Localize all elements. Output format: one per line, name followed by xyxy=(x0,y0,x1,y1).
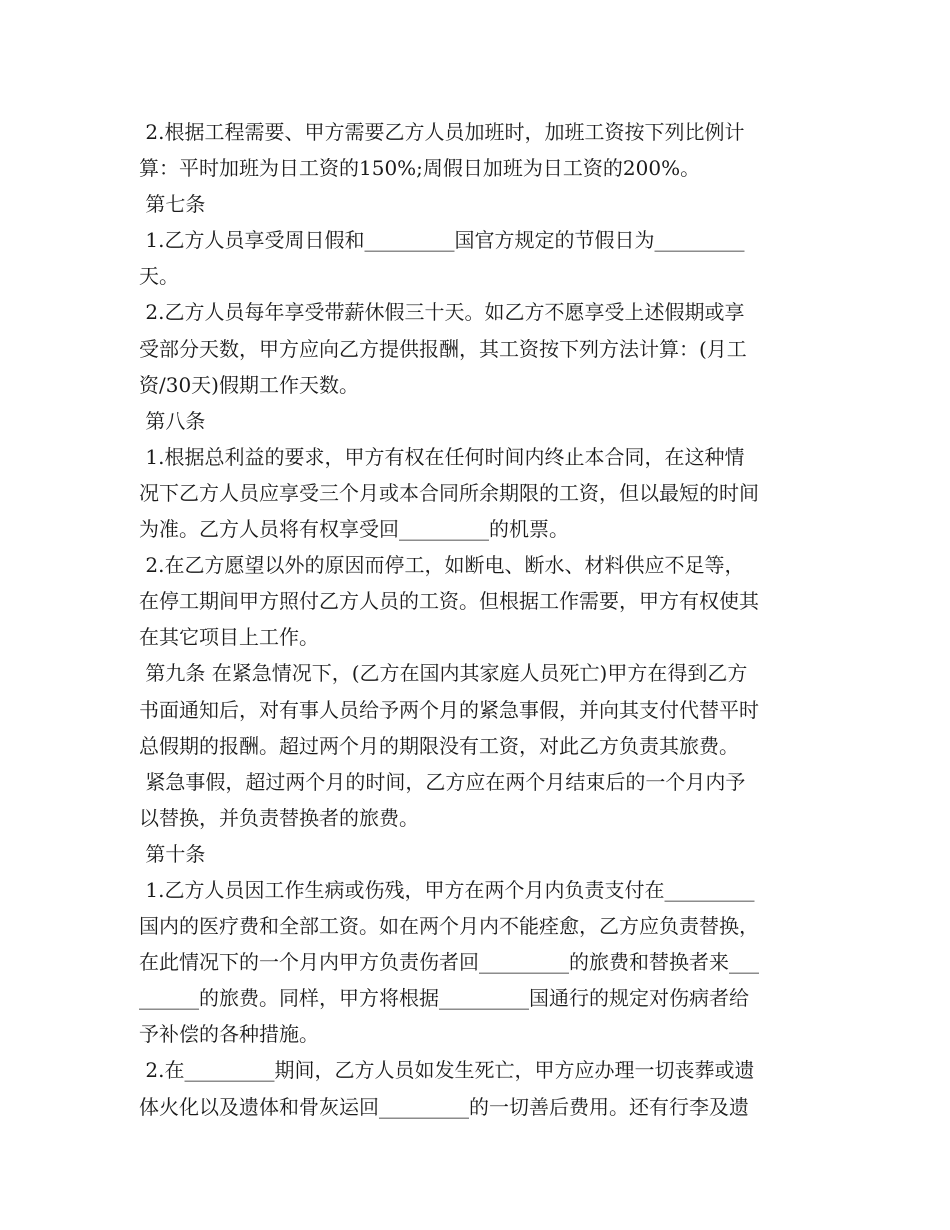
text-line: 总假期的报酬。超过两个月的期限没有工资，对此乙方负责其旅费。 xyxy=(139,733,739,758)
text-line: 2.在乙方愿望以外的原因而停工，如断电、断水、材料供应不足等， xyxy=(139,553,745,578)
section-heading: 第十条 xyxy=(139,841,206,866)
text-line: 予补偿的各种措施。 xyxy=(139,1022,319,1047)
text-line: 国内的医疗费和全部工资。如在两个月内不能痊愈，乙方应负责替换， xyxy=(139,914,759,939)
section-heading: 第八条 xyxy=(139,408,206,433)
text-line: ______的旅费。同样，甲方将根据_________国通行的规定对伤病者给 xyxy=(139,986,749,1011)
text-line: 在其它项目上工作。 xyxy=(139,625,319,650)
text-line: 况下乙方人员应享受三个月或本合同所余期限的工资，但以最短的时间 xyxy=(139,480,759,505)
text-line: 1.根据总利益的要求，甲方有权在任何时间内终止本合同，在这种情 xyxy=(139,444,745,469)
text-line: 算：平时加班为日工资的150%;周假日加班为日工资的200%。 xyxy=(139,156,701,181)
section-heading: 第九条 在紧急情况下，(乙方在国内其家庭人员死亡)甲方在得到乙方 xyxy=(139,661,748,686)
text-line: 紧急事假，超过两个月的时间，乙方应在两个月结束后的一个月内予 xyxy=(139,769,746,794)
contract-text xyxy=(139,114,819,1125)
text-line: 资/30天)假期工作天数。 xyxy=(139,372,359,397)
text-line: 受部分天数，甲方应向乙方提供报酬，其工资按下列方法计算：(月工 xyxy=(139,336,747,361)
text-line: 2.根据工程需要、甲方需要乙方人员加班时，加班工资按下列比例计 xyxy=(139,120,745,144)
text-line: 2.乙方人员每年享受带薪休假三十天。如乙方不愿享受上述假期或享 xyxy=(139,300,745,325)
text-line: 1.乙方人员因工作生病或伤残，甲方在两个月内负责支付在_________ xyxy=(139,877,755,902)
text-line: 为准。乙方人员将有权享受回_________的机票。 xyxy=(139,517,569,542)
text-line: 以替换，并负责替换者的旅费。 xyxy=(139,805,419,830)
text-line: 书面通知后，对有事人员给予两个月的紧急事假，并向其支付代替平时 xyxy=(139,697,759,722)
text-line: 2.在_________期间，乙方人员如发生死亡，甲方应办理一切丧葬或遗 xyxy=(139,1058,755,1083)
text-line: 在停工期间甲方照付乙方人员的工资。但根据工作需要，甲方有权使其 xyxy=(139,589,759,614)
text-line: 体火化以及遗体和骨灰运回_________的一切善后费用。还有行李及遗 xyxy=(139,1094,749,1119)
text-line: 在此情况下的一个月内甲方负责伤者回_________的旅费和替换者来___ xyxy=(139,950,759,975)
text-line: 1.乙方人员享受周日假和_________国官方规定的节假日为_________ xyxy=(139,228,745,253)
text-line: 天。 xyxy=(139,264,179,289)
section-heading: 第七条 xyxy=(139,192,206,217)
